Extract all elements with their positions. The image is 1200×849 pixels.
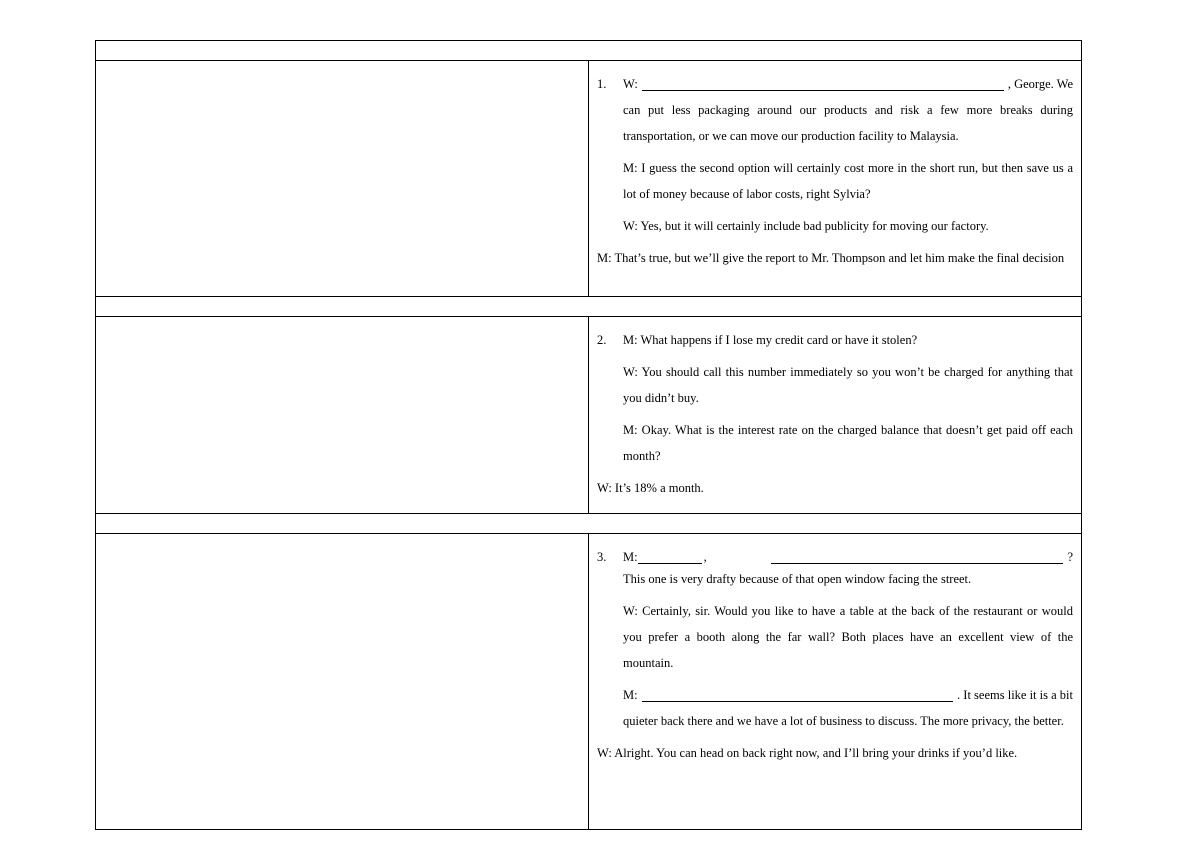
separator-cell bbox=[96, 514, 1082, 534]
dialogue-cell-3 bbox=[589, 534, 1082, 830]
item-number: 1. bbox=[597, 77, 607, 91]
line-continuation: can put less packaging around our products and risk a few more breaks during transportation, or we can move our production facility to Malaysia. bbox=[623, 103, 1073, 143]
dialogue-1-line-3: W: Yes, but it will certainly include bad publicity for moving our factory. bbox=[623, 219, 989, 233]
dialogue-1-line-2: M: I guess the second option will certainly cost more in the short run, but then save us a lot of money because of labor costs, right Sylvia? bbox=[623, 161, 1073, 201]
line-continuation: This one is very drafty because of that open window facing the street. bbox=[623, 572, 972, 586]
dialogue-3-closing: W: Alright. You can head on back right now, and I’ll bring your drinks if you’d like. bbox=[597, 746, 1018, 760]
dialogue-row-3 bbox=[96, 534, 1082, 830]
separator-cell bbox=[96, 297, 1082, 317]
dialogue-2-closing: W: It’s 18% a month. bbox=[597, 481, 704, 495]
separator-row bbox=[96, 514, 1082, 534]
dialogue-row-1 bbox=[96, 61, 1082, 297]
line-continuation: quieter back there and we have a lot of business to discuss. The more privacy, the better. bbox=[623, 714, 1064, 728]
fill-in-blank[interactable] bbox=[642, 687, 953, 702]
separator-cell bbox=[96, 41, 1082, 61]
question-mark: ? bbox=[1067, 550, 1073, 564]
dialogue-1-closing: M: That’s true, but we’ll give the report to Mr. Thompson and let him make the final decision bbox=[597, 251, 1065, 265]
dialogue-2-line-1 bbox=[597, 327, 1073, 353]
line-suffix: . It seems like it is a bit bbox=[957, 688, 1073, 702]
dialogue-3-line-3 bbox=[597, 682, 1073, 734]
dialogue-cell-2 bbox=[589, 317, 1082, 514]
dialogue-1-line-1 bbox=[597, 71, 1073, 149]
dialogue-2-line-3: M: Okay. What is the interest rate on the charged balance that doesn’t get paid off each month? bbox=[623, 423, 1073, 463]
line-suffix: , George. We bbox=[1007, 77, 1073, 91]
answer-cell-2[interactable] bbox=[96, 317, 589, 514]
answer-cell-3[interactable] bbox=[96, 534, 589, 830]
comma: , bbox=[703, 550, 707, 564]
speaker-label: M: bbox=[623, 688, 638, 702]
line-text: M: What happens if I lose my credit card or have it stolen? bbox=[623, 333, 918, 347]
item-number: 3. bbox=[597, 550, 607, 564]
fill-in-blank-long[interactable] bbox=[771, 549, 1064, 564]
dialogue-3-line-2: W: Certainly, sir. Would you like to have a table at the back of the restaurant or would you prefer a booth along the far wall? Both places have an excellent view of the mountain. bbox=[623, 604, 1073, 670]
worksheet-table bbox=[95, 40, 1082, 830]
dialogue-2-line-2: W: You should call this number immediately so you won’t be charged for anything that you didn’t buy. bbox=[623, 365, 1073, 405]
speaker-label: W: bbox=[623, 77, 638, 91]
fill-in-blank-short[interactable] bbox=[638, 549, 702, 564]
dialogue-cell-1 bbox=[589, 61, 1082, 297]
speaker-label: M: bbox=[623, 550, 638, 564]
answer-cell-1[interactable] bbox=[96, 61, 589, 297]
dialogue-row-2 bbox=[96, 317, 1082, 514]
separator-row bbox=[96, 41, 1082, 61]
item-number: 2. bbox=[597, 333, 607, 347]
separator-row bbox=[96, 297, 1082, 317]
fill-in-blank[interactable] bbox=[642, 76, 1004, 91]
dialogue-3-line-1 bbox=[597, 544, 1073, 592]
